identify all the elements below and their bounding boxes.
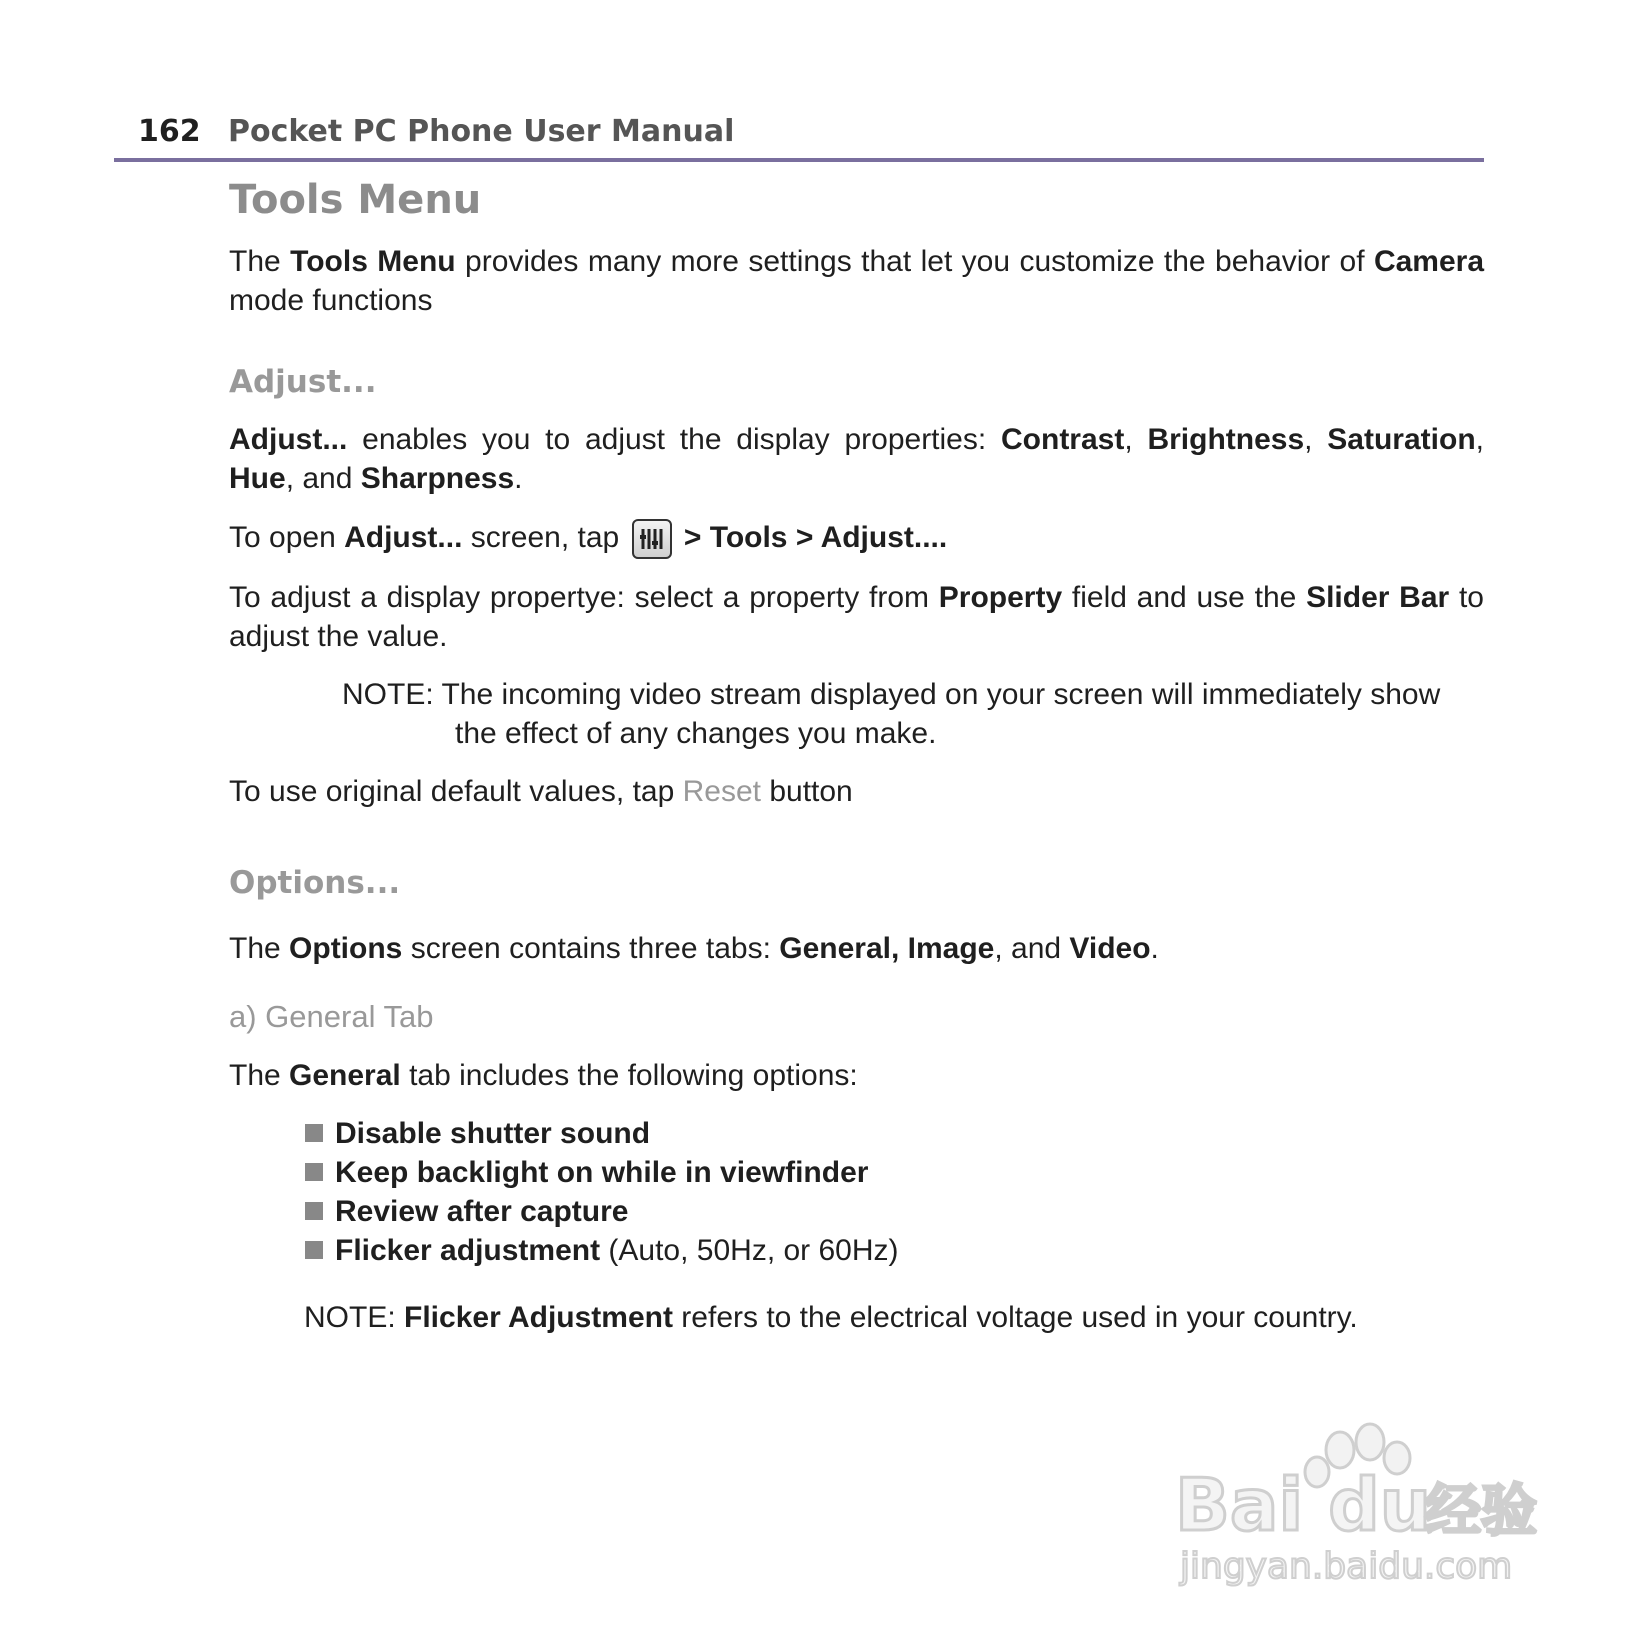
section-title: Tools Menu <box>229 177 482 223</box>
reset-text-after: button <box>761 775 853 808</box>
adjust-paragraph-2 <box>229 518 1484 559</box>
baidu-watermark <box>1175 1410 1555 1590</box>
general-options-list <box>229 1114 1484 1270</box>
square-bullet-icon <box>305 1241 323 1259</box>
manual-title: Pocket PC Phone User Manual <box>228 114 735 149</box>
adjust-heading: Adjust... <box>229 364 377 400</box>
watermark-cn: 经验 <box>1425 1479 1537 1544</box>
square-bullet-icon <box>305 1163 323 1181</box>
general-tab-heading: a) General Tab <box>229 999 434 1034</box>
reset-text-before: To use original default values, tap <box>229 775 683 808</box>
list-item: Keep backlight on while in viewfinder <box>305 1153 1484 1192</box>
options-heading: Options... <box>229 865 401 901</box>
watermark-sub: jingyan.baidu.com <box>1180 1546 1513 1587</box>
reset-button-label: Reset <box>682 775 761 808</box>
page-header <box>114 108 1484 162</box>
page-content <box>229 170 1484 1337</box>
list-item: Disable shutter sound <box>305 1114 1484 1153</box>
adjust-paragraph-1: Adjust... enables you to adjust the display properties: Contrast, Brightness, Saturation, Hue, and Sharpness. <box>229 423 1484 495</box>
watermark-brand: Bai du <box>1175 1463 1432 1547</box>
options-paragraph-2: The General tab includes the following options: <box>229 1059 858 1092</box>
flicker-note: NOTE: Flicker Adjustment refers to the electrical voltage used in your country. <box>304 1301 1358 1334</box>
page-number: 162 <box>138 114 201 149</box>
list-item: Flicker adjustment (Auto, 50Hz, or 60Hz) <box>305 1231 1484 1270</box>
tools-icon <box>632 519 672 559</box>
adjust-path-text: > Tools > Adjust.... <box>675 521 948 554</box>
square-bullet-icon <box>305 1124 323 1142</box>
adjust-paragraph-3: To adjust a display propertye: select a property from Property field and use the Slider Bar to adjust the value. <box>229 581 1484 653</box>
reset-paragraph <box>229 772 1484 811</box>
options-paragraph-1: The Options screen contains three tabs: General, Image, and Video. <box>229 932 1159 965</box>
intro-paragraph: The Tools Menu provides many more settings that let you customize the behavior of Camera mode functions <box>229 245 1485 317</box>
adjust-note: NOTE: The incoming video stream displayed on your screen will immediately show the effect of any changes you make. <box>342 678 1441 750</box>
list-item: Review after capture <box>305 1192 1484 1231</box>
adjust-open-text: To open Adjust... screen, tap <box>229 521 628 554</box>
square-bullet-icon <box>305 1202 323 1220</box>
